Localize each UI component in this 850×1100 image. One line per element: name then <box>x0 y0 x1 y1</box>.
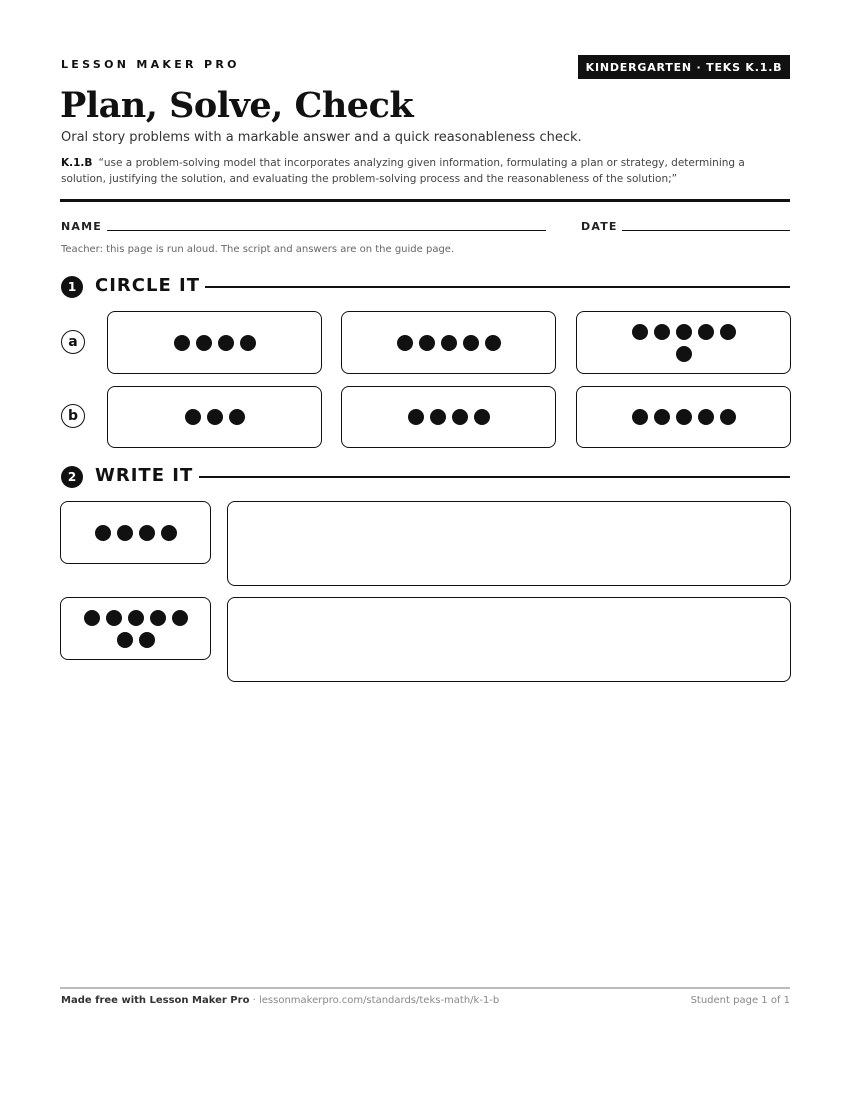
counting-dot <box>654 324 670 340</box>
dot-choice-box[interactable] <box>107 386 322 448</box>
counting-dot <box>218 335 234 351</box>
counting-dot <box>139 525 155 541</box>
counting-dot <box>419 335 435 351</box>
counting-dot <box>474 409 490 425</box>
counting-dot <box>106 610 122 626</box>
counting-dot <box>95 525 111 541</box>
dot-group <box>624 324 744 362</box>
counting-dot <box>174 335 190 351</box>
dot-choice-box[interactable] <box>341 311 556 374</box>
counting-dot <box>172 610 188 626</box>
counting-dot <box>430 409 446 425</box>
counting-dot <box>161 525 177 541</box>
answer-write-box[interactable] <box>227 597 791 682</box>
row-label-a: a <box>61 330 85 354</box>
counting-dot <box>229 409 245 425</box>
page-title: Plan, Solve, Check <box>60 85 414 126</box>
dot-choice-box[interactable] <box>341 386 556 448</box>
date-label: DATE <box>581 220 618 233</box>
counting-dot <box>139 632 155 648</box>
dot-prompt-box <box>60 501 211 564</box>
name-label: NAME <box>61 220 102 233</box>
counting-dot <box>128 610 144 626</box>
section-2-number: 2 <box>61 466 83 488</box>
dot-group <box>389 409 509 425</box>
dot-prompt-box <box>60 597 211 660</box>
counting-dot <box>397 335 413 351</box>
page-subtitle: Oral story problems with a markable answer and a quick reasonableness check. <box>61 130 582 145</box>
section-1-title: CIRCLE IT <box>95 275 200 296</box>
counting-dot <box>720 409 736 425</box>
counting-dot <box>485 335 501 351</box>
section-1-divider <box>205 286 790 288</box>
counting-dot <box>207 409 223 425</box>
section-2-divider <box>199 476 790 478</box>
counting-dot <box>185 409 201 425</box>
counting-dot <box>654 409 670 425</box>
standard-text: “use a problem-solving model that incorporates analyzing given information, formulating a plan or strategy, determining a solution, justifying the solution, and evaluating the problem-solving process and the reasonableness of the solution;” <box>61 157 745 185</box>
section-1-number: 1 <box>61 276 83 298</box>
footer-page-number: Student page 1 of 1 <box>690 995 790 1006</box>
teacher-note: Teacher: this page is run aloud. The script and answers are on the guide page. <box>61 244 455 255</box>
footer-made-with: Made free with Lesson Maker Pro <box>61 995 250 1006</box>
brand-name: LESSON MAKER PRO <box>61 58 240 71</box>
counting-dot <box>676 409 692 425</box>
header-divider <box>60 199 790 202</box>
dot-group <box>76 610 196 648</box>
answer-write-box[interactable] <box>227 501 791 586</box>
counting-dot <box>632 409 648 425</box>
dot-choice-box[interactable] <box>107 311 322 374</box>
counting-dot <box>117 632 133 648</box>
counting-dot <box>452 409 468 425</box>
standard-description <box>61 155 791 187</box>
counting-dot <box>698 324 714 340</box>
dot-group <box>389 335 509 351</box>
counting-dot <box>676 324 692 340</box>
name-field[interactable] <box>107 230 546 231</box>
counting-dot <box>720 324 736 340</box>
counting-dot <box>196 335 212 351</box>
counting-dot <box>84 610 100 626</box>
counting-dot <box>240 335 256 351</box>
dot-choice-box[interactable] <box>576 386 791 448</box>
dot-group <box>155 335 275 351</box>
footer-divider <box>60 987 790 989</box>
dot-group <box>624 409 744 425</box>
counting-dot <box>117 525 133 541</box>
grade-standard-badge: KINDERGARTEN · TEKS K.1.B <box>578 55 790 79</box>
counting-dot <box>441 335 457 351</box>
dot-group <box>76 525 196 541</box>
footer-url[interactable]: · lessonmakerpro.com/standards/teks-math/k-1-b <box>249 995 500 1006</box>
counting-dot <box>150 610 166 626</box>
counting-dot <box>632 324 648 340</box>
standard-code: K.1.B <box>61 157 93 169</box>
row-label-b: b <box>61 404 85 428</box>
date-field[interactable] <box>622 230 790 231</box>
counting-dot <box>676 346 692 362</box>
counting-dot <box>463 335 479 351</box>
dot-choice-box[interactable] <box>576 311 791 374</box>
dot-group <box>155 409 275 425</box>
section-2-title: WRITE IT <box>95 465 194 486</box>
footer-credit <box>61 995 499 1006</box>
counting-dot <box>408 409 424 425</box>
counting-dot <box>698 409 714 425</box>
